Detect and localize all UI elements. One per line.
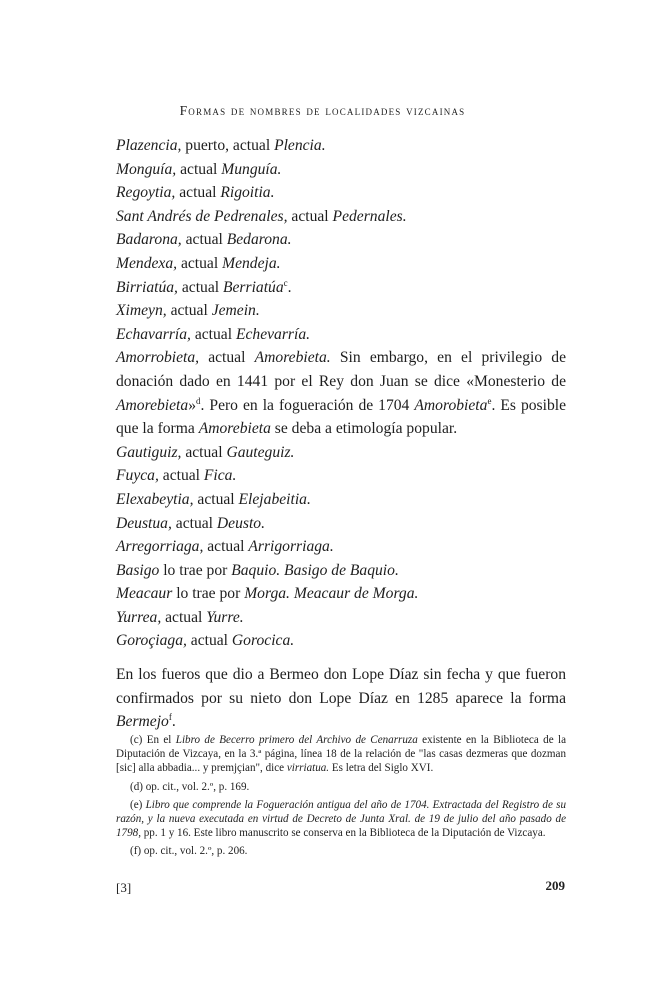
current-name: Bedarona. [226, 231, 292, 249]
old-name: Badarona, [116, 231, 182, 249]
main-text [116, 134, 566, 734]
para-text: Amorebieta [198, 420, 271, 438]
footnote-ref: c [283, 277, 288, 288]
entry-connector: actual [186, 632, 232, 650]
entry-line [116, 512, 566, 536]
para-text: Bermejo [116, 713, 169, 731]
para-text: se deba a etimología popular. [270, 420, 458, 438]
entry-line [116, 134, 566, 158]
current-name: Berriatúa [222, 278, 284, 296]
para-text: . [171, 713, 176, 731]
entry-connector: actual [176, 160, 222, 178]
current-name: Rigoitia. [220, 184, 275, 202]
old-name: Ximeyn, [116, 302, 167, 320]
entry-connector: actual [166, 302, 212, 320]
entry-connector: actual [175, 184, 221, 202]
entry-connector: actual [193, 490, 239, 508]
current-name: Echevarría. [235, 325, 311, 343]
entry-connector: actual [190, 325, 236, 343]
entry-connector: actual [177, 278, 223, 296]
entry-line [116, 606, 566, 630]
footnote-e [116, 798, 566, 841]
old-name: Arregorriaga, [116, 538, 204, 556]
footnote-ref: e [487, 395, 492, 406]
para-text: Sin embargo, en el privilegio de donación dado en 1441 por el Rey don Juan se dice «Monesterio de [116, 349, 567, 390]
old-name: Fuyca, [116, 467, 159, 485]
entry-line [116, 464, 566, 488]
footnote-c [116, 733, 566, 776]
para-text: Amorrobieta, [116, 349, 200, 367]
current-name: Yurre. [206, 608, 244, 626]
current-name: Deusto. [216, 514, 265, 532]
entry-connector: actual [177, 254, 223, 272]
old-name: Yurrea, [116, 608, 162, 626]
entry-connector: lo trae por [172, 585, 245, 603]
page-number: 209 [545, 878, 565, 893]
footnote-ref: d [195, 395, 201, 406]
entry-connector: actual [181, 231, 227, 249]
paragraph-amorebieta [116, 346, 566, 440]
footnote-d: (d) op. cit., vol. 2.º, p. 169. [130, 780, 250, 793]
footnote-text: existente en la Biblioteca de la Diputación de Vizcaya, en la 3.ª página, línea 18 de la relación de "las casas dezmeras que dozman [sic] alla abbadia... y premjçian", dice [116, 734, 567, 775]
para-text: Amorobieta [414, 396, 488, 414]
entry-line [116, 228, 566, 252]
entries-list-b [116, 441, 566, 653]
spacer [116, 653, 566, 663]
para-text: . Es posible que la forma [116, 396, 566, 438]
footnote-text: pp. 1 y 16. Este libro manuscrito se conserva en la Biblioteca de la Diputación de Vizcaya. [140, 827, 546, 840]
entry-punct: . [287, 278, 292, 296]
old-name: Gautiguiz, [116, 443, 182, 461]
footnote-text: (e) [130, 798, 146, 811]
old-name: Basigo [116, 561, 160, 579]
entry-line [116, 205, 566, 229]
current-name: Arrigorriaga. [248, 538, 334, 556]
entry-connector: actual [171, 514, 217, 532]
footnote-text: Libro de Becerro primero del Archivo de Cenarruza [175, 734, 418, 746]
entry-line [116, 252, 566, 276]
entry-connector: actual [161, 608, 207, 626]
old-name: Echavarría, [116, 325, 191, 343]
current-name: Gauteguiz. [226, 443, 295, 461]
footnote-ref: f [168, 712, 172, 723]
entry-line [116, 441, 566, 465]
old-name: Deustua, [116, 514, 172, 532]
current-name: Elejabeitia. [238, 490, 311, 508]
current-name: Gorocica. [231, 632, 295, 650]
old-name: Regoytia, [116, 184, 176, 202]
running-header: Formas de nombres de localidades vizcainas [179, 103, 466, 118]
entry-line [116, 323, 566, 347]
entry-line [116, 158, 566, 182]
entry-line [116, 629, 566, 653]
old-name: Goroçiaga, [116, 632, 187, 650]
entry-line [116, 535, 566, 559]
entry-line [116, 559, 566, 583]
para-text: . Pero en la fogueración de 1704 [200, 396, 415, 414]
old-name: Birriatúa, [116, 278, 178, 296]
entry-connector: puerto, actual [181, 137, 275, 154]
footnote-text: Libro que comprende la Fogueración antigua del año de 1704. Extractada del Registro de su razón, y la nueva executada en virtud de Decreto de Junta Xral. de 19 de julio del año pasado de 1798, [116, 798, 566, 840]
entry-connector: actual [287, 207, 333, 225]
entry-line [116, 276, 566, 300]
entry-line [116, 488, 566, 512]
paragraph-bermeo [116, 663, 566, 734]
current-name: Morga. Meacaur de Morga. [244, 585, 419, 603]
current-name: Baquio. Basigo de Baquio. [231, 561, 399, 579]
entry-line [116, 582, 566, 606]
para-text: actual [199, 349, 255, 367]
para-text: En los fueros que dio a Bermeo don Lope Díaz sin fecha y que fueron confirmados por su nieto don Lope Díaz en 1285 aparece la forma [116, 666, 566, 707]
old-name: Plazencia, [116, 137, 182, 154]
entries-list-a [116, 134, 566, 346]
entry-connector: actual [158, 467, 204, 485]
old-name: Mendexa, [116, 254, 178, 272]
section-number: [3] [116, 880, 132, 895]
entry-connector: actual [203, 538, 249, 556]
old-name: Meacaur [116, 585, 173, 603]
para-text: » [188, 396, 196, 414]
entry-connector: actual [181, 443, 227, 461]
current-name: Munguía. [221, 160, 282, 178]
current-name: Jemein. [211, 302, 260, 320]
footnote-text: (c) En el [130, 734, 176, 746]
para-text: Amorebieta [116, 396, 189, 414]
footnote-f: (f) op. cit., vol. 2.º, p. 206. [130, 845, 248, 858]
entry-connector: lo trae por [159, 561, 232, 579]
footnote-text: virriatua. [286, 762, 330, 775]
current-name: Pedernales. [332, 207, 407, 225]
current-name: Mendeja. [222, 254, 281, 272]
footnote-text: Es letra del Siglo XVI. [329, 762, 434, 775]
old-name: Sant Andrés de Pedrenales, [116, 207, 288, 225]
entry-line [116, 181, 566, 205]
current-name: Fica. [203, 467, 237, 485]
old-name: Monguía, [116, 160, 177, 178]
para-text: Amorebieta. [254, 349, 331, 367]
entry-line [116, 299, 566, 323]
footnotes [116, 733, 566, 863]
current-name: Plencia. [274, 137, 326, 154]
old-name: Elexabeytia, [116, 490, 194, 508]
